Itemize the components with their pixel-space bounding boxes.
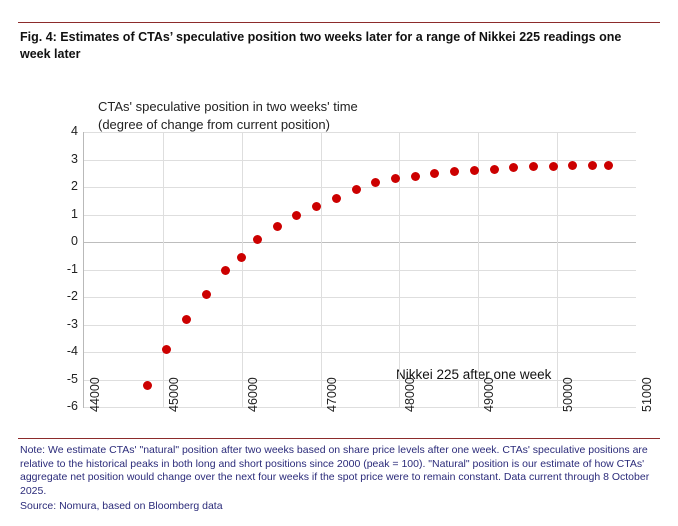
data-point [430, 169, 439, 178]
zero-line [84, 242, 636, 243]
top-divider [18, 22, 660, 23]
data-point [470, 166, 479, 175]
x-tick-label: 47000 [324, 377, 339, 412]
y-tick-label: -1 [66, 261, 78, 276]
x-tick-label: 46000 [245, 377, 260, 412]
x-tick-label: 48000 [403, 377, 418, 412]
gridline-horizontal [84, 297, 636, 298]
gridline-vertical [321, 132, 322, 407]
y-axis-caption-line1: CTAs' speculative position in two weeks' time [98, 99, 358, 114]
data-point [253, 235, 262, 244]
x-tick-label: 44000 [88, 377, 102, 412]
data-point [221, 266, 230, 275]
data-point [588, 161, 597, 170]
bottom-divider [18, 438, 660, 439]
data-point [411, 172, 420, 181]
data-point [509, 163, 518, 172]
gridline-horizontal [84, 132, 636, 133]
x-tick-label: 45000 [166, 377, 181, 412]
x-tick-label: 51000 [640, 377, 654, 412]
figure-note: Note: We estimate CTAs' "natural" position after two weeks based on share price levels after one week. CTAs' speculative positions are relative to the historical peaks in both long and short positions since 2000 (peak = 100). "Natural" position is our estimate of how CTAs' aggregate net position would change over the next four weeks if the spot price were to remain constant. Data current through 8 October 2025. [20, 444, 650, 497]
data-point [490, 165, 499, 174]
data-point [352, 185, 361, 194]
data-point [292, 211, 301, 220]
y-tick-label: -2 [66, 289, 78, 303]
gridline-vertical [399, 132, 400, 407]
y-axis-ticks [38, 124, 78, 413]
gridline-horizontal [84, 325, 636, 326]
data-point [273, 222, 282, 231]
data-point [312, 202, 321, 211]
y-tick-label: 2 [71, 179, 78, 193]
x-axis-label: Nikkei 225 after one week [396, 367, 552, 382]
gridline-vertical [242, 132, 243, 407]
data-point [332, 194, 341, 203]
figure-title: Fig. 4: Estimates of CTAs’ speculative position two weeks later for a range of Nikkei 225 readings one week later [20, 30, 622, 61]
chart-area [18, 88, 660, 428]
x-tick-label: 49000 [482, 377, 497, 412]
plot-region [83, 132, 636, 408]
gridline-horizontal [84, 215, 636, 216]
x-tick-label: 50000 [561, 377, 576, 412]
data-point [568, 161, 577, 170]
data-point [162, 345, 171, 354]
y-axis-caption-line2: (degree of change from current position) [98, 117, 330, 132]
y-tick-label: 3 [71, 151, 78, 166]
data-point [450, 167, 459, 176]
figure-source: Source: Nomura, based on Bloomberg data [20, 500, 223, 512]
y-tick-label: 0 [71, 234, 78, 248]
y-tick-label: -4 [66, 344, 78, 358]
data-point [549, 162, 558, 171]
data-point [529, 162, 538, 171]
y-tick-label: -6 [66, 399, 78, 413]
y-tick-label: 4 [71, 124, 78, 138]
gridline-vertical [478, 132, 479, 407]
gridline-vertical [557, 132, 558, 407]
y-tick-label: -3 [66, 316, 78, 331]
gridline-horizontal [84, 160, 636, 161]
y-tick-label: 1 [71, 206, 78, 221]
gridline-horizontal [84, 270, 636, 271]
data-point [182, 315, 191, 324]
data-point [202, 290, 211, 299]
data-point [237, 253, 246, 262]
data-point [604, 161, 613, 170]
gridline-vertical [163, 132, 164, 407]
data-point [143, 381, 152, 390]
y-axis-caption [98, 98, 518, 134]
y-tick-label: -5 [66, 371, 78, 386]
